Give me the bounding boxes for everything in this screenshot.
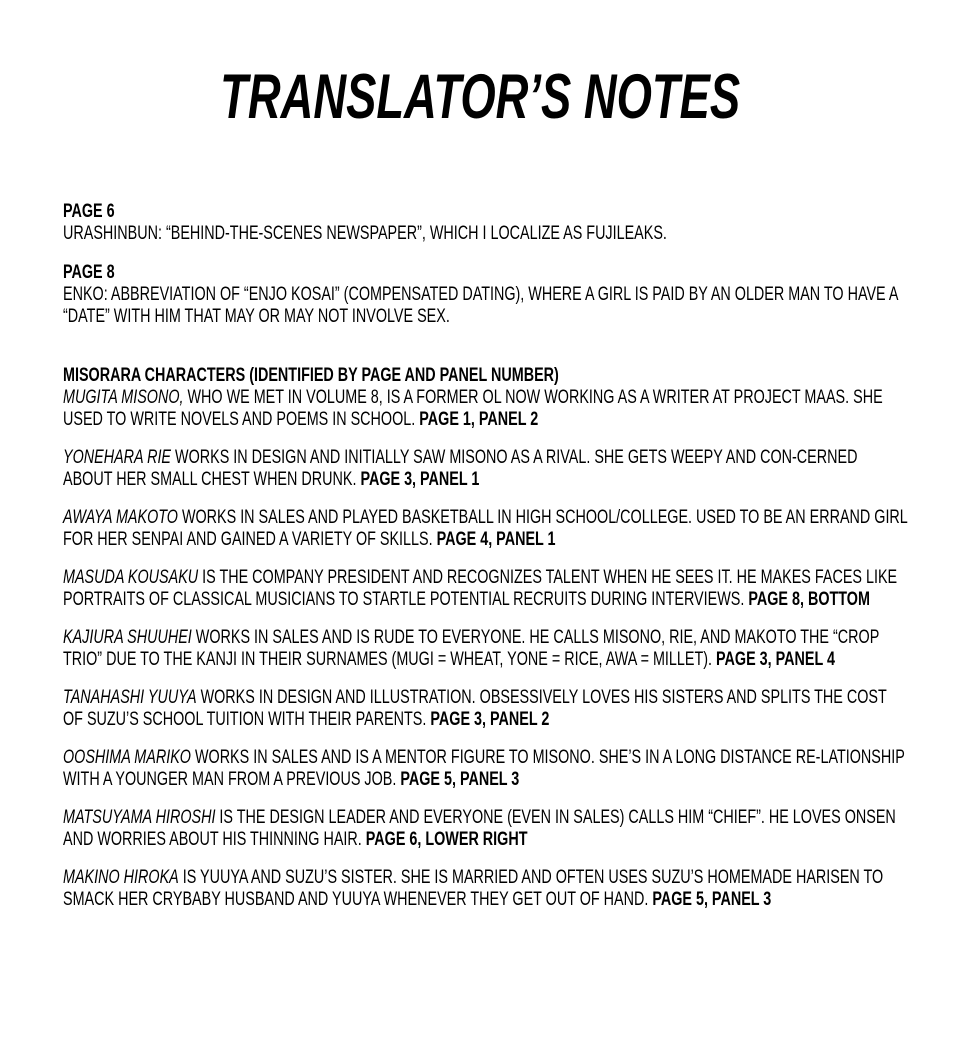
page-ref: PAGE 1, PANEL 2	[419, 409, 539, 430]
page-ref: PAGE 5, PANEL 3	[652, 889, 772, 910]
page-title: TRANSLATOR’S NOTES	[219, 62, 740, 132]
character-paragraph	[63, 747, 908, 791]
character-paragraph	[63, 447, 908, 491]
page-ref: PAGE 5, PANEL 3	[400, 769, 520, 790]
character-paragraph	[63, 687, 908, 731]
character-paragraph	[63, 807, 908, 851]
title-wrap	[0, 0, 960, 132]
characters-heading: MISORARA CHARACTERS (IDENTIFIED BY PAGE AND PANEL NUMBER)	[63, 365, 559, 386]
character-name: KAJIURA SHUUHEI	[63, 627, 192, 648]
page-ref: PAGE 3, PANEL 2	[430, 709, 550, 730]
note-heading: PAGE 8	[63, 262, 115, 283]
note-section	[63, 201, 908, 245]
characters-list	[63, 387, 908, 911]
character-description: WHO WE MET IN VOLUME 8, IS A FORMER OL NOW WORKING AS A WRITER AT PROJECT MAAS. SHE USED TO WRITE NOVELS AND POEMS IN SCHOOL.	[63, 387, 883, 430]
note-body: ENKO: ABBREVIATION OF “ENJO KOSAI” (COMPENSATED DATING), WHERE A GIRL IS PAID BY AN OLDER MAN TO HAVE A “DATE” WITH HIM THAT MAY OR MAY NOT INVOLVE SEX.	[63, 284, 898, 327]
character-name: MATSUYAMA HIROSHI	[63, 807, 216, 828]
character-description: WORKS IN DESIGN AND INITIALLY SAW MISONO AS A RIVAL. SHE GETS WEEPY AND CON-CERNED ABOUT HER SMALL CHEST WHEN DRUNK.	[63, 447, 858, 490]
page-ref: PAGE 4, PANEL 1	[436, 529, 556, 550]
note-section	[63, 262, 908, 328]
character-paragraph	[63, 387, 908, 431]
character-description: WORKS IN DESIGN AND ILLUSTRATION. OBSESSIVELY LOVES HIS SISTERS AND SPLITS THE COST OF SUZU’S SCHOOL TUITION WITH THEIR PARENTS.	[63, 687, 887, 730]
note-body: URASHINBUN: “BEHIND-THE-SCENES NEWSPAPER”, WHICH I LOCALIZE AS FUJILEAKS.	[63, 223, 667, 244]
character-name: MAKINO HIROKA	[63, 867, 179, 888]
character-paragraph	[63, 507, 908, 551]
page-ref: PAGE 8, BOTTOM	[748, 589, 870, 610]
character-description: WORKS IN SALES AND IS RUDE TO EVERYONE. HE CALLS MISONO, RIE, AND MAKOTO THE “CROP TRIO” DUE TO THE KANJI IN THEIR SURNAMES (MUGI = WHEAT, YONE = RICE, AWA = MILLET).	[63, 627, 880, 670]
character-description: IS THE COMPANY PRESIDENT AND RECOGNIZES TALENT WHEN HE SEES IT. HE MAKES FACES LIKE PORTRAITS OF CLASSICAL MUSICIANS TO STARTLE POTENTIAL RECRUITS DURING INTERVIEWS.	[63, 567, 898, 610]
character-description: IS YUUYA AND SUZU’S SISTER. SHE IS MARRIED AND OFTEN USES SUZU’S HOMEMADE HARISEN TO SMACK HER CRYBABY HUSBAND AND YUUYA WHENEVER THEY GET OUT OF HAND.	[63, 867, 884, 910]
page-ref: PAGE 3, PANEL 4	[716, 649, 835, 670]
character-name: YONEHARA RIE	[63, 447, 172, 468]
character-name: OOSHIMA MARIKO	[63, 747, 191, 768]
character-description: WORKS IN SALES AND IS A MENTOR FIGURE TO MISONO. SHE’S IN A LONG DISTANCE RE-LATIONSHIP WITH A YOUNGER MAN FROM A PREVIOUS JOB.	[63, 747, 905, 790]
character-paragraph	[63, 867, 908, 911]
note-heading: PAGE 6	[63, 201, 115, 222]
character-name: TANAHASHI YUUYA	[63, 687, 197, 708]
page-ref: PAGE 3, PANEL 1	[360, 469, 480, 490]
character-description: WORKS IN SALES AND PLAYED BASKETBALL IN HIGH SCHOOL/COLLEGE. USED TO BE AN ERRAND GIRL FOR HER SENPAI AND GAINED A VARIETY OF SKILLS.	[63, 507, 908, 550]
character-paragraph	[63, 567, 908, 611]
character-name: MUGITA MISONO,	[63, 387, 184, 408]
character-description: IS THE DESIGN LEADER AND EVERYONE (EVEN IN SALES) CALLS HIM “CHIEF”. HE LOVES ONSEN AND WORRIES ABOUT HIS THINNING HAIR.	[63, 807, 896, 850]
character-name: AWAYA MAKOTO	[63, 507, 178, 528]
notes-content	[63, 201, 960, 911]
page-notes	[63, 201, 908, 328]
page-ref: PAGE 6, LOWER RIGHT	[365, 829, 528, 850]
character-name: MASUDA KOUSAKU	[63, 567, 199, 588]
text-block	[63, 201, 908, 911]
character-paragraph	[63, 627, 908, 671]
characters-section	[63, 365, 908, 911]
